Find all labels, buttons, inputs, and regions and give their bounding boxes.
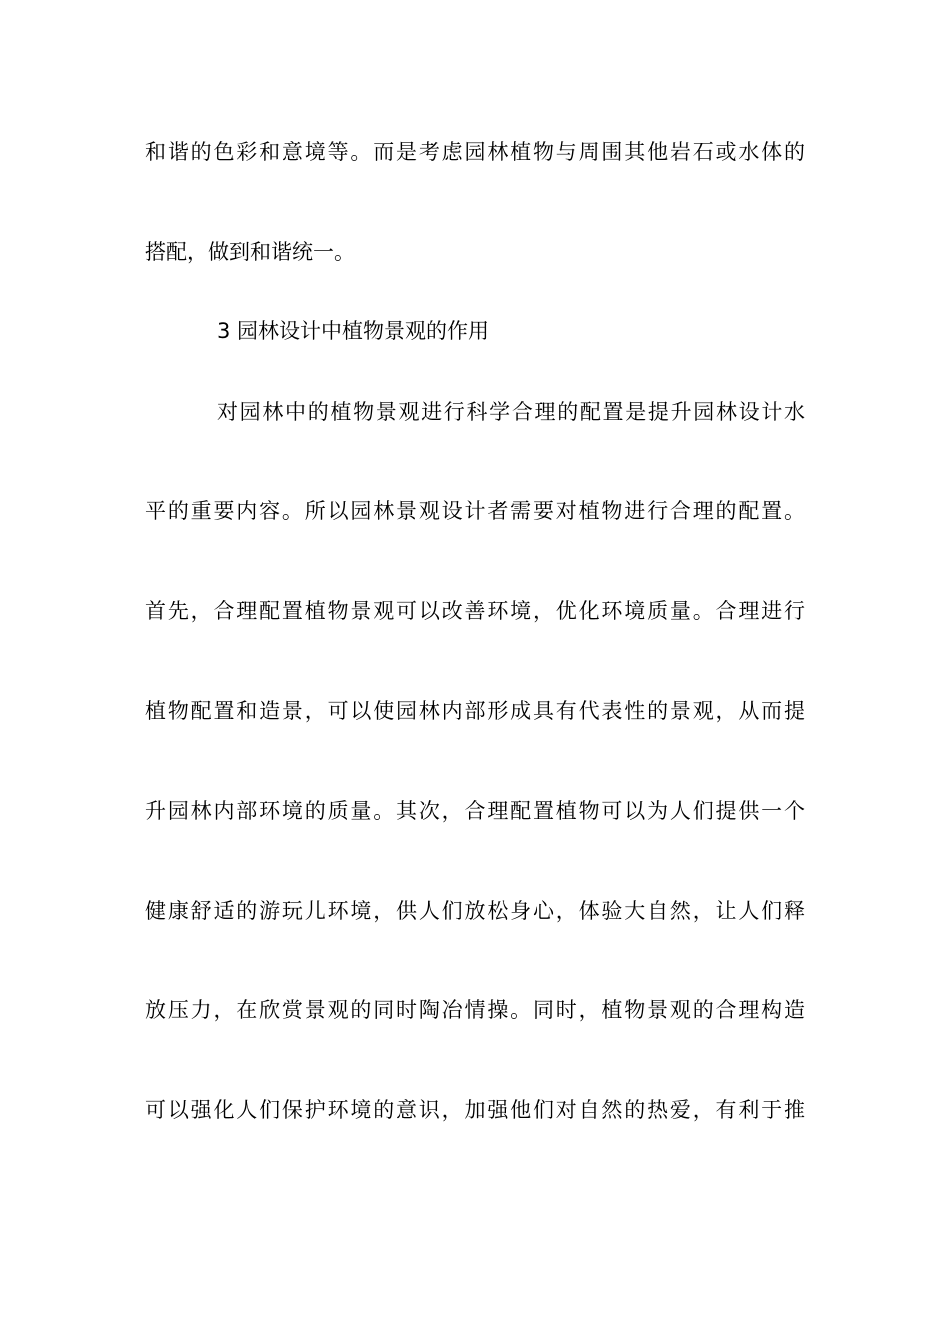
section-heading: 3 园林设计中植物景观的作用 <box>217 319 490 343</box>
paragraph-line: 首先，合理配置植物景观可以改善环境，优化环境质量。合理进行 <box>145 599 805 623</box>
paragraph-line: 健康舒适的游玩儿环境，供人们放松身心，体验大自然，让人们释 <box>145 899 805 923</box>
paragraph-line: 放压力，在欣赏景观的同时陶冶情操。同时，植物景观的合理构造 <box>145 998 805 1022</box>
paragraph-line: 升园林内部环境的质量。其次，合理配置植物可以为人们提供一个 <box>145 799 805 823</box>
paragraph-line: 和谐的色彩和意境等。而是考虑园林植物与周围其他岩石或水体的 <box>145 140 805 164</box>
paragraph-line: 平的重要内容。所以园林景观设计者需要对植物进行合理的配置。 <box>145 499 805 523</box>
paragraph-line: 可以强化人们保护环境的意识，加强他们对自然的热爱，有利于推 <box>145 1098 805 1122</box>
paragraph-line: 植物配置和造景，可以使园林内部形成具有代表性的景观，从而提 <box>145 699 805 723</box>
paragraph-line: 对园林中的植物景观进行科学合理的配置是提升园林设计水 <box>217 400 805 424</box>
paragraph-line: 搭配，做到和谐统一。 <box>145 240 355 264</box>
